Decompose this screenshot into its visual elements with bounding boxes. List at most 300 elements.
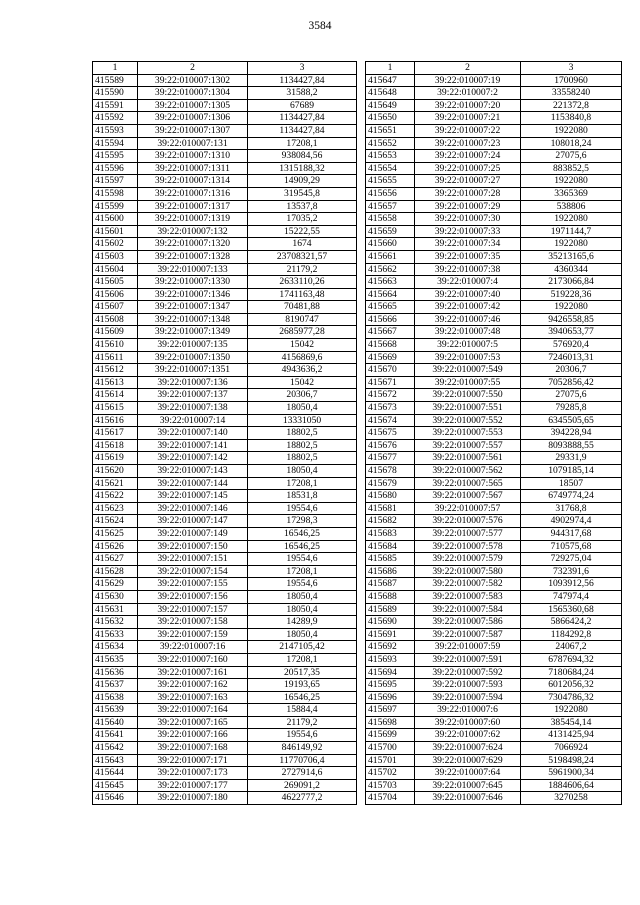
cadastral-number-cell: 39:22:010007:145 (138, 490, 248, 503)
cadastral-value-cell: 2173066,84 (521, 276, 622, 289)
row-number-cell: 415635 (93, 653, 138, 666)
row-number-cell: 415653 (366, 150, 415, 163)
cadastral-value-cell: 15222,55 (248, 225, 357, 238)
table-row (366, 641, 622, 654)
cadastral-number-cell: 39:22:010007:25 (415, 162, 521, 175)
table-row (366, 351, 622, 364)
cadastral-number-cell: 39:22:010007:1349 (138, 326, 248, 339)
cadastral-value-cell: 17208,1 (248, 653, 357, 666)
cadastral-number-cell: 39:22:010007:586 (415, 616, 521, 629)
table-row (93, 124, 357, 137)
cadastral-number-cell: 39:22:010007:143 (138, 465, 248, 478)
cadastral-value-cell: 944317,68 (521, 527, 622, 540)
cadastral-value-cell: 519228,36 (521, 288, 622, 301)
row-number-cell: 415641 (93, 729, 138, 742)
table-row (93, 767, 357, 780)
cadastral-number-cell: 39:22:010007:149 (138, 527, 248, 540)
table-row (93, 99, 357, 112)
cadastral-value-cell: 15884,4 (248, 704, 357, 717)
row-number-cell: 415664 (366, 288, 415, 301)
cadastral-number-cell: 39:22:010007:561 (415, 452, 521, 465)
table-row (366, 162, 622, 175)
row-number-cell: 415589 (93, 74, 138, 87)
cadastral-number-cell: 39:22:010007:132 (138, 225, 248, 238)
table-row (93, 490, 357, 503)
table-row (93, 414, 357, 427)
cadastral-value-cell: 5198498,24 (521, 754, 622, 767)
cadastral-value-cell: 14909,29 (248, 175, 357, 188)
row-number-cell: 415600 (93, 213, 138, 226)
row-number-cell: 415669 (366, 351, 415, 364)
row-number-cell: 415631 (93, 603, 138, 616)
table-row (366, 666, 622, 679)
cadastral-value-cell: 1153840,8 (521, 112, 622, 125)
row-number-cell: 415647 (366, 74, 415, 87)
row-number-cell: 415657 (366, 200, 415, 213)
cadastral-number-cell: 39:22:010007:146 (138, 502, 248, 515)
table-row (93, 527, 357, 540)
row-number-cell: 415699 (366, 729, 415, 742)
cadastral-number-cell: 39:22:010007:1347 (138, 301, 248, 314)
cadastral-number-cell: 39:22:010007:593 (415, 679, 521, 692)
table-row (366, 150, 622, 163)
row-number-cell: 415695 (366, 679, 415, 692)
table-row (93, 553, 357, 566)
cadastral-value-cell: 269091,2 (248, 779, 357, 792)
table-row (366, 326, 622, 339)
row-number-cell: 415674 (366, 414, 415, 427)
row-number-cell: 415628 (93, 565, 138, 578)
cadastral-value-cell: 538806 (521, 200, 622, 213)
cadastral-number-cell: 39:22:010007:46 (415, 313, 521, 326)
table-row (93, 339, 357, 352)
cadastral-value-cell: 31588,2 (248, 87, 357, 100)
cadastral-value-cell: 6345505,65 (521, 414, 622, 427)
cadastral-value-cell: 883852,5 (521, 162, 622, 175)
cadastral-value-cell: 13537,8 (248, 200, 357, 213)
cadastral-value-cell: 7246013,31 (521, 351, 622, 364)
row-number-cell: 415650 (366, 112, 415, 125)
row-number-cell: 415599 (93, 200, 138, 213)
row-number-cell: 415603 (93, 250, 138, 263)
cadastral-value-cell: 19554,6 (248, 502, 357, 515)
table-row (366, 603, 622, 616)
row-number-cell: 415684 (366, 540, 415, 553)
row-number-cell: 415598 (93, 187, 138, 200)
row-number-cell: 415680 (366, 490, 415, 503)
row-number-cell: 415672 (366, 389, 415, 402)
cadastral-value-cell: 18050,4 (248, 628, 357, 641)
table-row (93, 641, 357, 654)
cadastral-number-cell: 39:22:010007:1307 (138, 124, 248, 137)
cadastral-number-cell: 39:22:010007:645 (415, 779, 521, 792)
cadastral-value-cell: 20517,35 (248, 666, 357, 679)
table-row (366, 276, 622, 289)
row-number-cell: 415623 (93, 502, 138, 515)
cadastral-value-cell: 846149,92 (248, 742, 357, 755)
table-row (93, 112, 357, 125)
cadastral-value-cell: 1922080 (521, 301, 622, 314)
cadastral-value-cell: 7066924 (521, 742, 622, 755)
cadastral-value-cell: 19554,6 (248, 553, 357, 566)
cadastral-number-cell: 39:22:010007:55 (415, 376, 521, 389)
cadastral-number-cell: 39:22:010007:64 (415, 767, 521, 780)
cadastral-number-cell: 39:22:010007:180 (138, 792, 248, 805)
cadastral-number-cell: 39:22:010007:168 (138, 742, 248, 755)
cadastral-value-cell: 4131425,94 (521, 729, 622, 742)
cadastral-value-cell: 938084,56 (248, 150, 357, 163)
row-number-cell: 415683 (366, 527, 415, 540)
cadastral-value-cell: 21179,2 (248, 263, 357, 276)
table-row (93, 666, 357, 679)
row-number-cell: 415698 (366, 716, 415, 729)
cadastral-number-cell: 39:22:010007:158 (138, 616, 248, 629)
table-row (93, 679, 357, 692)
cadastral-value-cell: 1922080 (521, 704, 622, 717)
cadastral-value-cell: 17208,1 (248, 137, 357, 150)
cadastral-number-cell: 39:22:010007:2 (415, 87, 521, 100)
cadastral-number-cell: 39:22:010007:135 (138, 339, 248, 352)
row-number-cell: 415688 (366, 590, 415, 603)
table-row (366, 527, 622, 540)
register-table-right (365, 61, 622, 805)
table-row (93, 742, 357, 755)
cadastral-value-cell: 319545,8 (248, 187, 357, 200)
row-number-cell: 415637 (93, 679, 138, 692)
table-row (366, 213, 622, 226)
table-row (93, 691, 357, 704)
cadastral-value-cell: 385454,14 (521, 716, 622, 729)
table-row (366, 187, 622, 200)
table-row (93, 565, 357, 578)
cadastral-number-cell: 39:22:010007:583 (415, 590, 521, 603)
cadastral-number-cell: 39:22:010007:1316 (138, 187, 248, 200)
cadastral-value-cell: 4156869,6 (248, 351, 357, 364)
cadastral-value-cell: 1565360,68 (521, 603, 622, 616)
cadastral-value-cell: 7052856,42 (521, 376, 622, 389)
cadastral-number-cell: 39:22:010007:1317 (138, 200, 248, 213)
cadastral-number-cell: 39:22:010007:163 (138, 691, 248, 704)
cadastral-number-cell: 39:22:010007:137 (138, 389, 248, 402)
row-number-cell: 415696 (366, 691, 415, 704)
cadastral-number-cell: 39:22:010007:20 (415, 99, 521, 112)
cadastral-value-cell: 4622777,2 (248, 792, 357, 805)
cadastral-value-cell: 31768,8 (521, 502, 622, 515)
table-row (93, 628, 357, 641)
table-row (366, 792, 622, 805)
table-row (366, 99, 622, 112)
table-row (93, 263, 357, 276)
cadastral-number-cell: 39:22:010007:161 (138, 666, 248, 679)
column-header: 1 (93, 62, 138, 75)
table-row (93, 364, 357, 377)
cadastral-number-cell: 39:22:010007:1305 (138, 99, 248, 112)
cadastral-number-cell: 39:22:010007:1351 (138, 364, 248, 377)
cadastral-value-cell: 9426558,85 (521, 313, 622, 326)
table-row (366, 465, 622, 478)
row-number-cell: 415702 (366, 767, 415, 780)
row-number-cell: 415617 (93, 427, 138, 440)
table-row (93, 238, 357, 251)
table-body (93, 74, 357, 804)
row-number-cell: 415689 (366, 603, 415, 616)
cadastral-value-cell: 108018,24 (521, 137, 622, 150)
row-number-cell: 415606 (93, 288, 138, 301)
cadastral-number-cell: 39:22:010007:1302 (138, 74, 248, 87)
table-row (93, 578, 357, 591)
table-row (366, 364, 622, 377)
table-row (366, 729, 622, 742)
row-number-cell: 415597 (93, 175, 138, 188)
column-header: 3 (248, 62, 357, 75)
cadastral-value-cell: 2727914,6 (248, 767, 357, 780)
table-row (93, 326, 357, 339)
table-row (366, 137, 622, 150)
cadastral-value-cell: 11770706,4 (248, 754, 357, 767)
cadastral-number-cell: 39:22:010007:584 (415, 603, 521, 616)
cadastral-value-cell: 5866424,2 (521, 616, 622, 629)
register-table-left (92, 61, 357, 805)
table-row (366, 288, 622, 301)
table-header-row (93, 62, 357, 75)
cadastral-number-cell: 39:22:010007:580 (415, 565, 521, 578)
cadastral-number-cell: 39:22:010007:171 (138, 754, 248, 767)
row-number-cell: 415594 (93, 137, 138, 150)
cadastral-value-cell: 15042 (248, 376, 357, 389)
cadastral-value-cell: 8190747 (248, 313, 357, 326)
cadastral-value-cell: 16546,25 (248, 527, 357, 540)
cadastral-value-cell: 33558240 (521, 87, 622, 100)
row-number-cell: 415619 (93, 452, 138, 465)
row-number-cell: 415615 (93, 402, 138, 415)
table-row (93, 477, 357, 490)
row-number-cell: 415659 (366, 225, 415, 238)
table-row (366, 490, 622, 503)
cadastral-value-cell: 1922080 (521, 175, 622, 188)
cadastral-value-cell: 19554,6 (248, 578, 357, 591)
cadastral-value-cell: 18802,5 (248, 439, 357, 452)
row-number-cell: 415704 (366, 792, 415, 805)
cadastral-number-cell: 39:22:010007:1319 (138, 213, 248, 226)
cadastral-value-cell: 13331050 (248, 414, 357, 427)
table-row (366, 402, 622, 415)
cadastral-number-cell: 39:22:010007:577 (415, 527, 521, 540)
row-number-cell: 415644 (93, 767, 138, 780)
table-row (93, 288, 357, 301)
row-number-cell: 415618 (93, 439, 138, 452)
row-number-cell: 415609 (93, 326, 138, 339)
row-number-cell: 415651 (366, 124, 415, 137)
table-row (366, 263, 622, 276)
table-row (366, 439, 622, 452)
row-number-cell: 415673 (366, 402, 415, 415)
cadastral-number-cell: 39:22:010007:136 (138, 376, 248, 389)
row-number-cell: 415638 (93, 691, 138, 704)
cadastral-value-cell: 4902974,4 (521, 515, 622, 528)
table-row (93, 137, 357, 150)
cadastral-number-cell: 39:22:010007:1310 (138, 150, 248, 163)
cadastral-value-cell: 4360344 (521, 263, 622, 276)
cadastral-value-cell: 79285,8 (521, 402, 622, 415)
cadastral-number-cell: 39:22:010007:177 (138, 779, 248, 792)
cadastral-value-cell: 2147105,42 (248, 641, 357, 654)
cadastral-value-cell: 1134427,84 (248, 124, 357, 137)
table-header-row (366, 62, 622, 75)
cadastral-number-cell: 39:22:010007:1320 (138, 238, 248, 251)
table-row (93, 540, 357, 553)
row-number-cell: 415655 (366, 175, 415, 188)
row-number-cell: 415624 (93, 515, 138, 528)
table-row (93, 225, 357, 238)
cadastral-number-cell: 39:22:010007:557 (415, 439, 521, 452)
row-number-cell: 415642 (93, 742, 138, 755)
row-number-cell: 415646 (93, 792, 138, 805)
cadastral-number-cell: 39:22:010007:1328 (138, 250, 248, 263)
cadastral-value-cell: 394228,94 (521, 427, 622, 440)
row-number-cell: 415604 (93, 263, 138, 276)
table-row (366, 502, 622, 515)
row-number-cell: 415632 (93, 616, 138, 629)
cadastral-number-cell: 39:22:010007:157 (138, 603, 248, 616)
cadastral-number-cell: 39:22:010007:22 (415, 124, 521, 137)
row-number-cell: 415677 (366, 452, 415, 465)
cadastral-value-cell: 17208,1 (248, 477, 357, 490)
cadastral-number-cell: 39:22:010007:552 (415, 414, 521, 427)
row-number-cell: 415592 (93, 112, 138, 125)
cadastral-value-cell: 1700960 (521, 74, 622, 87)
cadastral-number-cell: 39:22:010007:1304 (138, 87, 248, 100)
cadastral-value-cell: 1741163,48 (248, 288, 357, 301)
row-number-cell: 415605 (93, 276, 138, 289)
table-row (93, 452, 357, 465)
table-row (93, 301, 357, 314)
table-row (93, 716, 357, 729)
table-row (93, 616, 357, 629)
row-number-cell: 415697 (366, 704, 415, 717)
cadastral-number-cell: 39:22:010007:1330 (138, 276, 248, 289)
column-header: 2 (138, 62, 248, 75)
table-row (366, 389, 622, 402)
cadastral-number-cell: 39:22:010007:162 (138, 679, 248, 692)
cadastral-number-cell: 39:22:010007:48 (415, 326, 521, 339)
row-number-cell: 415643 (93, 754, 138, 767)
cadastral-value-cell: 1674 (248, 238, 357, 251)
cadastral-value-cell: 5961900,34 (521, 767, 622, 780)
cadastral-number-cell: 39:22:010007:30 (415, 213, 521, 226)
table-row (366, 616, 622, 629)
table-row (366, 767, 622, 780)
cadastral-value-cell: 710575,68 (521, 540, 622, 553)
table-row (366, 590, 622, 603)
table-row (366, 339, 622, 352)
row-number-cell: 415595 (93, 150, 138, 163)
cadastral-value-cell: 14289,9 (248, 616, 357, 629)
cadastral-number-cell: 39:22:010007:1311 (138, 162, 248, 175)
cadastral-value-cell: 2685977,28 (248, 326, 357, 339)
table-row (93, 779, 357, 792)
cadastral-value-cell: 1184292,8 (521, 628, 622, 641)
cadastral-value-cell: 19554,6 (248, 729, 357, 742)
cadastral-value-cell: 732391,6 (521, 565, 622, 578)
cadastral-number-cell: 39:22:010007:646 (415, 792, 521, 805)
cadastral-value-cell: 20306,7 (521, 364, 622, 377)
cadastral-value-cell: 1093912,56 (521, 578, 622, 591)
table-row (93, 187, 357, 200)
row-number-cell: 415666 (366, 313, 415, 326)
cadastral-value-cell: 16546,25 (248, 540, 357, 553)
cadastral-number-cell: 39:22:010007:150 (138, 540, 248, 553)
row-number-cell: 415627 (93, 553, 138, 566)
cadastral-number-cell: 39:22:010007:133 (138, 263, 248, 276)
cadastral-value-cell: 19193,65 (248, 679, 357, 692)
cadastral-number-cell: 39:22:010007:582 (415, 578, 521, 591)
cadastral-number-cell: 39:22:010007:151 (138, 553, 248, 566)
cadastral-value-cell: 70481,88 (248, 301, 357, 314)
cadastral-number-cell: 39:22:010007:40 (415, 288, 521, 301)
row-number-cell: 415621 (93, 477, 138, 490)
cadastral-value-cell: 35213165,6 (521, 250, 622, 263)
cadastral-number-cell: 39:22:010007:164 (138, 704, 248, 717)
row-number-cell: 415629 (93, 578, 138, 591)
cadastral-value-cell: 1971144,7 (521, 225, 622, 238)
cadastral-value-cell: 2633110,26 (248, 276, 357, 289)
row-number-cell: 415610 (93, 339, 138, 352)
cadastral-number-cell: 39:22:010007:159 (138, 628, 248, 641)
cadastral-value-cell: 6012056,32 (521, 679, 622, 692)
table-row (366, 74, 622, 87)
cadastral-number-cell: 39:22:010007:562 (415, 465, 521, 478)
page-number: 3584 (308, 20, 332, 32)
cadastral-number-cell: 39:22:010007:35 (415, 250, 521, 263)
row-number-cell: 415701 (366, 754, 415, 767)
row-number-cell: 415658 (366, 213, 415, 226)
cadastral-number-cell: 39:22:010007:144 (138, 477, 248, 490)
cadastral-value-cell: 15042 (248, 339, 357, 352)
row-number-cell: 415679 (366, 477, 415, 490)
cadastral-value-cell: 576920,4 (521, 339, 622, 352)
cadastral-number-cell: 39:22:010007:576 (415, 515, 521, 528)
row-number-cell: 415685 (366, 553, 415, 566)
row-number-cell: 415670 (366, 364, 415, 377)
table-row (93, 439, 357, 452)
table-row (366, 124, 622, 137)
cadastral-number-cell: 39:22:010007:141 (138, 439, 248, 452)
cadastral-number-cell: 39:22:010007:551 (415, 402, 521, 415)
cadastral-number-cell: 39:22:010007:59 (415, 641, 521, 654)
table-row (366, 301, 622, 314)
cadastral-value-cell: 27075,6 (521, 389, 622, 402)
cadastral-value-cell: 1922080 (521, 238, 622, 251)
cadastral-number-cell: 39:22:010007:147 (138, 515, 248, 528)
cadastral-value-cell: 21179,2 (248, 716, 357, 729)
cadastral-value-cell: 1884606,64 (521, 779, 622, 792)
cadastral-value-cell: 17208,1 (248, 565, 357, 578)
cadastral-value-cell: 3270258 (521, 792, 622, 805)
table-row (93, 792, 357, 805)
cadastral-value-cell: 6749774,24 (521, 490, 622, 503)
cadastral-number-cell: 39:22:010007:42 (415, 301, 521, 314)
cadastral-value-cell: 18050,4 (248, 603, 357, 616)
cadastral-value-cell: 16546,25 (248, 691, 357, 704)
table-row (93, 704, 357, 717)
cadastral-value-cell: 27075,6 (521, 150, 622, 163)
table-row (93, 200, 357, 213)
cadastral-number-cell: 39:22:010007:5 (415, 339, 521, 352)
cadastral-number-cell: 39:22:010007:62 (415, 729, 521, 742)
table-row (366, 742, 622, 755)
row-number-cell: 415613 (93, 376, 138, 389)
table-row (93, 603, 357, 616)
